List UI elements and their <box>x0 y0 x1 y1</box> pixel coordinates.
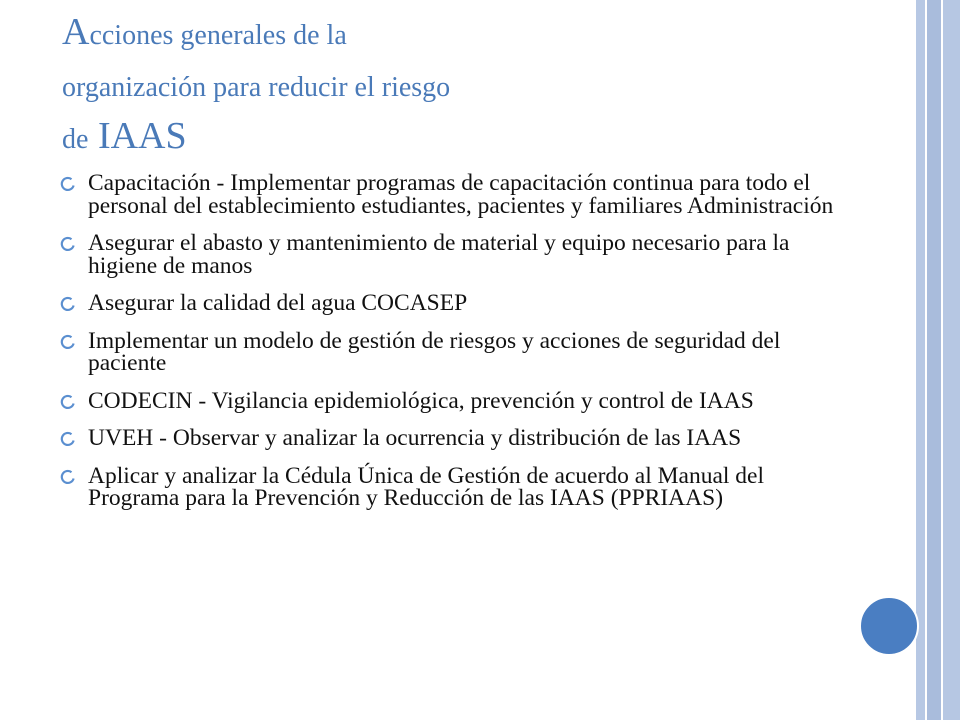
bullet-arc-icon <box>60 236 76 252</box>
decorative-circle <box>859 596 919 656</box>
stripe <box>916 0 925 720</box>
bullet-text: Asegurar el abasto y mantenimiento de material y equipo necesario para la higiene de manos <box>88 230 790 279</box>
bullet-arc-icon <box>60 334 76 350</box>
title-initial: A <box>62 11 90 53</box>
bullet-item <box>60 327 840 376</box>
title-line-3-acronym: IAAS <box>97 115 187 157</box>
title-line-1: cciones generales de la <box>89 20 347 51</box>
bullet-item <box>60 427 840 450</box>
bullet-arc-icon <box>60 469 76 485</box>
bullet-arc-icon <box>60 431 76 447</box>
bullet-text: Implementar un modelo de gestión de riesgos y acciones de seguridad del paciente <box>88 327 781 376</box>
title-line-3-prefix: de <box>62 124 89 155</box>
bullet-item <box>60 232 840 277</box>
bullet-item <box>60 387 840 414</box>
bullet-arc-icon <box>60 394 76 410</box>
bullet-text: CODECIN - Vigilancia epidemiológica, prevención y control de IAAS <box>88 387 754 414</box>
bullet-item <box>60 292 840 315</box>
title-line-2: organización para reducir el riesgo <box>62 72 451 103</box>
bullet-item <box>60 172 840 217</box>
bullet-list <box>60 172 840 525</box>
bullet-arc-icon <box>60 176 76 192</box>
bullet-text: Aplicar y analizar la Cédula Única de Gestión de acuerdo al Manual del Programa para la Prevención y Reducción de las IAAS (PPRIAAS) <box>88 462 764 511</box>
slide-title <box>62 8 892 164</box>
decorative-stripes <box>916 0 960 720</box>
bullet-arc-icon <box>60 296 76 312</box>
bullet-text: Capacitación - Implementar programas de capacitación continua para todo el personal del establecimiento estudiantes, pacientes y familiares Administración <box>88 170 834 219</box>
bullet-text: UVEH - Observar y analizar la ocurrencia y distribución de las IAAS <box>88 425 742 451</box>
stripe <box>943 0 960 720</box>
stripe <box>927 0 941 720</box>
bullet-item <box>60 462 840 511</box>
bullet-text: Asegurar la calidad del agua COCASEP <box>88 290 468 316</box>
